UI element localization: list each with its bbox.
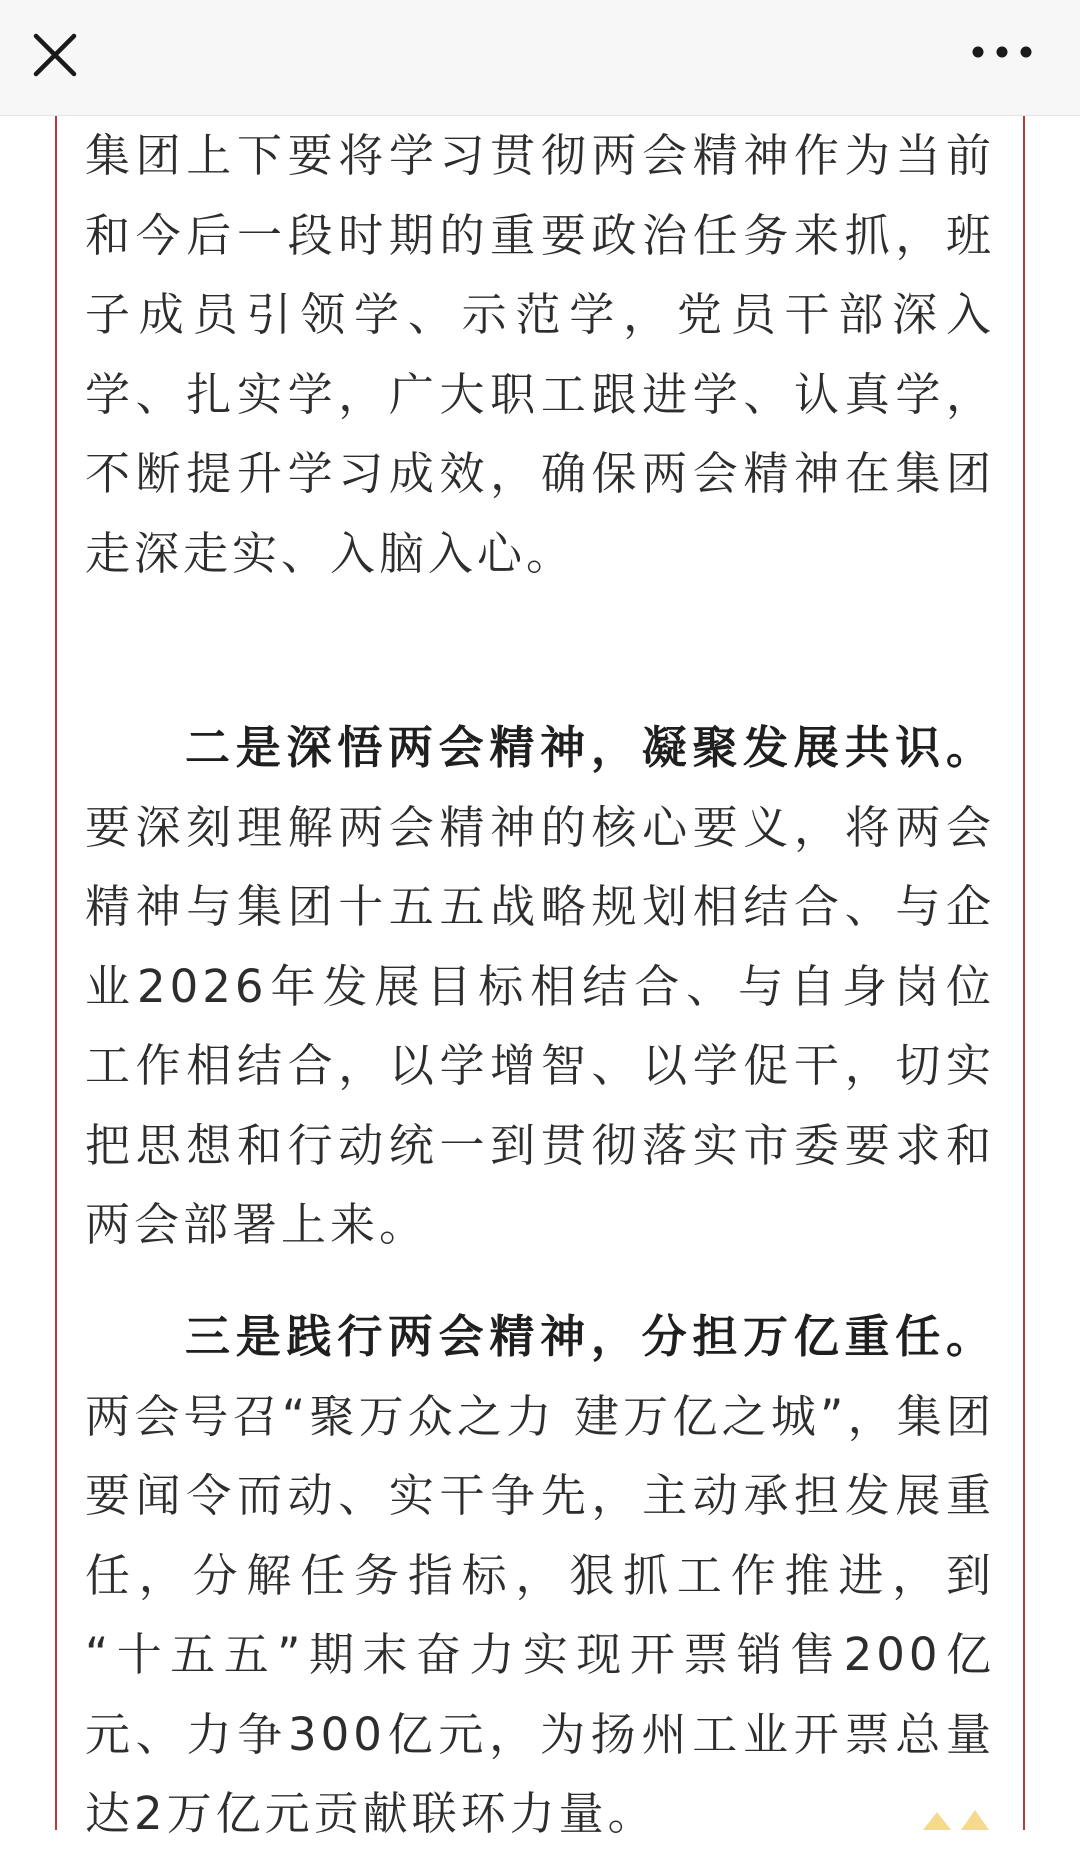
- top-navigation-bar: [0, 0, 1080, 116]
- close-button[interactable]: [22, 22, 88, 88]
- text-line: 业2026年发展目标相结合、与自身岗位: [85, 959, 995, 1013]
- text-line: 要深刻理解两会精神的核心要义，将两会: [85, 800, 995, 854]
- text-line: 不断提升学习成效，确保两会精神在集团: [85, 447, 995, 500]
- text-line: 子成员引领学、示范学，党员干部深入: [85, 288, 995, 341]
- text-line: 学、扎实学，广大职工跟进学、认真学，: [85, 367, 995, 421]
- point-three-heading: 三是践行两会精神，分担万亿重任。: [185, 1310, 995, 1363]
- text-line: “十五五”期末奋力实现开票销售200亿: [85, 1628, 995, 1681]
- text-line: 工作相结合，以学增智、以学促干，切实: [85, 1039, 995, 1092]
- point-two-heading: 二是深悟两会精神，凝聚发展共识。: [185, 721, 995, 774]
- text-line: 把思想和行动统一到贯彻落实市委要求和: [85, 1118, 995, 1172]
- text-line: 达2万亿元贡献联环力量。: [85, 1787, 657, 1840]
- article-content: [55, 116, 1025, 1840]
- paragraph-study-requirements: [85, 116, 995, 593]
- text-line: 两会号召“聚万众之力 建万亿之城”，集团: [85, 1389, 995, 1443]
- text-line: 和今后一段时期的重要政治任务来抓，班: [85, 208, 995, 262]
- paragraph-point-three: [85, 1297, 995, 1854]
- text-line: 集团上下要将学习贯彻两会精神作为当前: [85, 129, 995, 182]
- more-horizontal-icon: [962, 30, 1042, 74]
- close-icon: [22, 22, 88, 88]
- ornament-icon: [903, 1800, 1023, 1830]
- text-line: 任，分解任务指标，狠抓工作推进，到: [85, 1548, 995, 1602]
- paragraph-point-two: [85, 708, 995, 1265]
- text-line: 元、力争300亿元，为扬州工业开票总量: [85, 1707, 995, 1761]
- text-line: 两会部署上来。: [85, 1198, 429, 1251]
- text-line: 精神与集团十五五战略规划相结合、与企: [85, 880, 995, 933]
- text-line: 要闻令而动、实干争先，主动承担发展重: [85, 1469, 995, 1522]
- more-options-button[interactable]: [962, 30, 1042, 74]
- decorative-ornament: [903, 1800, 1023, 1830]
- text-line: 走深走实、入脑入心。: [85, 526, 576, 580]
